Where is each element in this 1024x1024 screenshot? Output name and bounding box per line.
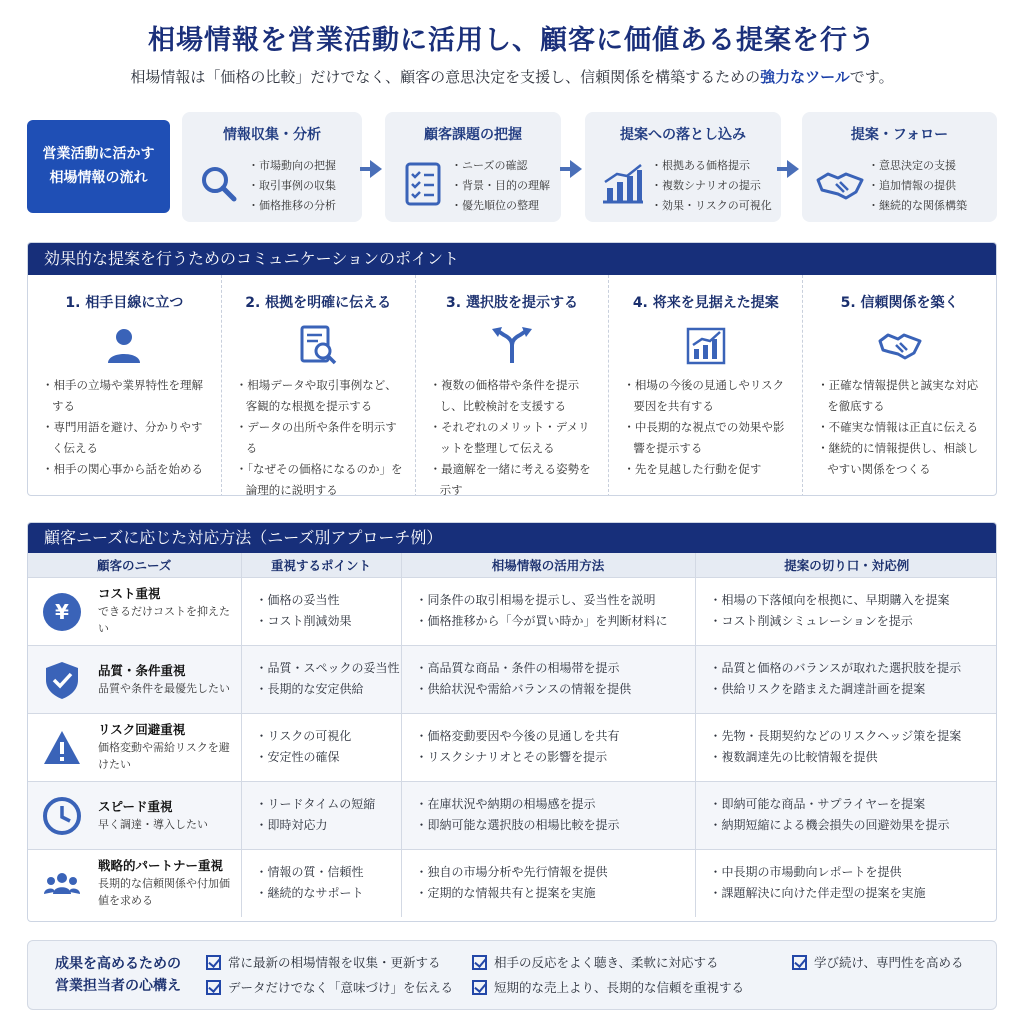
comm-point-title: 1. 相手目線に立つ (65, 295, 184, 311)
comm-point-item: ・中長期的な視点での効果や影響を提示する (623, 420, 785, 455)
usage-item: ・即納可能な選択肢の相場比較を提示 (415, 818, 620, 832)
point-item: ・即時対応力 (255, 818, 328, 832)
flow-step-1 (182, 112, 362, 222)
proposal-item: ・複数調達先の比較情報を提供 (709, 750, 878, 764)
checkbox-icon (206, 955, 221, 970)
need-desc: 早く調達・導入したい (98, 817, 208, 831)
column-header: 提案の切り口・対応例 (695, 553, 997, 577)
point-item: ・長期的な安定供給 (255, 682, 364, 696)
comm-point-item: ・相場データや取引事例など、客観的な根拠を提示する (235, 378, 397, 413)
table-row (28, 713, 997, 781)
flow-step-item: ・価格推移の分析 (248, 199, 336, 212)
comm-point-4 (609, 275, 803, 496)
usage-item: ・価格変動要因や今後の見通しを共有 (415, 729, 620, 743)
usage-item: ・在庫状況や納期の相場感を提示 (415, 797, 596, 811)
need-cell (28, 781, 241, 849)
comm-point-item: ・不確実な情報は正直に伝える (817, 420, 979, 434)
point-item: ・継続的なサポート (255, 886, 364, 901)
bar-chart-icon (599, 162, 647, 206)
flow-arrow-icon (787, 160, 799, 178)
comm-point-2 (222, 275, 416, 496)
comm-point-item: ・それぞれのメリット・デメリットを整理して伝える (429, 420, 590, 455)
point-item: ・コスト削減効果 (255, 614, 352, 628)
flow-step-title: 提案への落とし込み (620, 127, 746, 143)
flow-step-item: ・複数シナリオの提示 (651, 179, 761, 192)
needs-table (28, 553, 997, 917)
flow-step-item: ・背景・目的の理解 (451, 179, 550, 192)
comm-point-item: ・データの出所や条件を明示する (235, 420, 397, 455)
flow-step-item: ・追加情報の提供 (868, 179, 956, 192)
need-title: スピード重視 (98, 798, 173, 814)
usage-item: ・価格推移から「今が買い時か」を判断材料に (415, 614, 668, 628)
mindset-item (472, 978, 744, 996)
mindset-section (27, 940, 997, 1010)
table-row (28, 645, 997, 713)
flow-step-item: ・優先順位の整理 (451, 199, 539, 212)
point-item: ・品質・スペックの妥当性 (255, 661, 400, 675)
proposal-item: ・課題解決に向けた伴走型の提案を実施 (709, 886, 926, 901)
need-title: リスク回避重視 (98, 722, 186, 737)
need-cell (28, 713, 241, 781)
proposal-item: ・コスト削減シミュレーションを提示 (709, 614, 913, 628)
comm-point-3 (416, 275, 610, 496)
clock-icon (42, 796, 82, 836)
flow-label-line1: 営業活動に活かす (42, 146, 155, 163)
comm-point-5 (803, 275, 996, 496)
comm-point-item: ・相場の今後の見通しやリスク要因を共有する (623, 378, 785, 413)
flow-step-item: ・ニーズの確認 (451, 159, 528, 172)
checkbox-icon (472, 980, 487, 995)
need-desc: 品質や条件を最優先したい (98, 681, 230, 695)
person-icon (102, 325, 146, 365)
comm-point-title: 3. 選択肢を提示する (446, 295, 578, 311)
usage-item: ・定期的な情報共有と提案を実施 (415, 886, 596, 901)
needs-section (27, 522, 997, 922)
need-cell (28, 645, 241, 713)
need-cell (28, 577, 241, 645)
flow-arrow-icon (570, 160, 582, 178)
yen-icon (42, 592, 82, 632)
mindset-item (792, 953, 964, 971)
comm-point-item: ・相手の立場や業界特性を理解する (42, 378, 203, 413)
flow-step-2 (385, 112, 561, 222)
svg-text:¥: ¥ (55, 599, 69, 624)
proposal-item: ・即納可能な商品・サプライヤーを提案 (709, 797, 926, 811)
checklist-icon (399, 162, 447, 206)
checkbox-icon (206, 980, 221, 995)
handshake-icon (816, 162, 864, 206)
usage-item: ・独自の市場分析や先行情報を提供 (415, 865, 608, 880)
comm-point-1 (28, 275, 222, 496)
need-desc: 価格変動や需給リスクを避けたい (98, 741, 230, 771)
flow-label (27, 120, 170, 213)
section-header: 効果的な提案を行うためのコミュニケーションのポイント (28, 243, 996, 275)
page-title: 相場情報を営業活動に活用し、顧客に価値ある提案を行う (148, 25, 876, 56)
comm-point-title: 4. 将来を見据えた提案 (632, 295, 779, 311)
point-item: ・価格の妥当性 (255, 593, 340, 607)
need-cell (28, 849, 241, 917)
flow-step-item: ・市場動向の把握 (248, 159, 336, 172)
table-row (28, 849, 997, 917)
point-item: ・安定性の確保 (255, 750, 340, 764)
comm-point-item: ・最適解を一緒に考える姿勢を示す (429, 462, 591, 496)
flow-step-item: ・取引事例の収集 (248, 179, 336, 192)
mindset-label-line1: 成果を高めるための (55, 956, 181, 972)
proposal-item: ・品質と価格のバランスが取れた選択肢を提示 (709, 661, 962, 675)
usage-item: ・リスクシナリオとその影響を提示 (415, 750, 608, 764)
flow-step-item: ・継続的な関係構築 (868, 199, 967, 212)
checkbox-icon (792, 955, 807, 970)
table-row (28, 577, 997, 645)
shield-check-icon (42, 660, 82, 700)
proposal-item: ・先物・長期契約などのリスクヘッジ策を提案 (709, 729, 962, 743)
communication-section (27, 242, 997, 496)
comm-point-item: ・相手の関心事から話を始める (42, 462, 203, 476)
flow-step-3 (585, 112, 781, 222)
usage-item: ・高品質な商品・条件の相場帯を提示 (415, 661, 620, 675)
proposal-item: ・相場の下落傾向を根拠に、早期購入を提案 (709, 593, 950, 607)
proposal-item: ・納期短縮による機会損失の回避効果を提示 (709, 818, 950, 832)
flow-arrow-icon (370, 160, 382, 178)
table-row (28, 781, 997, 849)
mindset-item (472, 953, 719, 971)
flow-step-item: ・意思決定の支援 (868, 159, 956, 172)
subtitle-text: 相場情報は「価格の比較」だけでなく、顧客の意思決定を支援し、信頼関係を構築するための (130, 68, 761, 86)
point-item: ・情報の質・信頼性 (255, 865, 364, 880)
warning-icon (42, 728, 82, 768)
usage-item: ・同条件の取引相場を提示し、妥当性を説明 (415, 593, 656, 607)
section-header: 顧客ニーズに応じた対応方法（ニーズ別アプローチ例） (28, 523, 996, 553)
comm-point-item: ・専門用語を避け、分かりやすく伝える (42, 420, 203, 455)
mindset-item-text: 相手の反応をよく聴き、柔軟に対応する (494, 955, 719, 970)
flow-step-title: 顧客課題の把握 (424, 127, 522, 143)
column-header: 相場情報の活用方法 (401, 553, 695, 577)
column-header: 重視するポイント (241, 553, 401, 577)
column-header: 顧客のニーズ (28, 553, 241, 577)
mindset-item-text: 常に最新の相場情報を収集・更新する (228, 955, 441, 970)
need-title: 戦略的パートナー重視 (98, 858, 224, 874)
proposal-item: ・供給リスクを踏まえた調達計画を提案 (709, 682, 926, 696)
subtitle-highlight: 強力なツール (760, 68, 850, 86)
page-subtitle (0, 66, 1024, 87)
mindset-label-line2: 営業担当者の心構え (55, 978, 181, 994)
point-item: ・リードタイムの短縮 (255, 797, 376, 811)
flow-step-item: ・効果・リスクの可視化 (651, 199, 772, 212)
need-desc: 長期的な信頼関係や付加価値を求める (98, 877, 230, 908)
handshake-icon (878, 325, 922, 365)
flow-step-title: 情報収集・分析 (223, 127, 321, 143)
point-item: ・リスクの可視化 (255, 729, 352, 743)
need-title: コスト重視 (98, 586, 161, 601)
mindset-item (206, 978, 453, 996)
group-icon (42, 864, 82, 904)
flow-step-4 (802, 112, 997, 222)
comm-point-item: ・複数の価格帯や条件を提示し、比較検討を支援する (429, 378, 580, 413)
mindset-item-text: データだけでなく「意味づけ」を伝える (228, 980, 454, 995)
comm-point-item: ・先を見越した行動を促す (623, 462, 762, 476)
growth-chart-icon (684, 325, 728, 365)
usage-item: ・供給状況や需給バランスの情報を提供 (415, 682, 632, 696)
comm-point-title: 2. 根拠を明確に伝える (245, 295, 392, 311)
comm-point-title: 5. 信頼関係を築く (840, 295, 959, 311)
comm-point-item: ・「なぜその価格になるのか」を論理的に説明する (235, 462, 403, 496)
branch-arrow-icon (490, 325, 534, 365)
mindset-label (38, 953, 198, 997)
document-search-icon (296, 325, 340, 365)
flow-label-line2: 相場情報の流れ (49, 169, 148, 186)
proposal-item: ・中長期の市場動向レポートを提供 (709, 865, 902, 880)
comm-point-item: ・正確な情報提供と誠実な対応を徹底する (817, 378, 979, 413)
subtitle-end: です。 (849, 68, 894, 86)
mindset-item-text: 短期的な売上より、長期的な信頼を重視する (494, 980, 745, 995)
flow-step-item: ・根拠ある価格提示 (651, 159, 750, 172)
checkbox-icon (472, 955, 487, 970)
search-icon (196, 162, 244, 206)
flow-step-title: 提案・フォロー (850, 127, 949, 143)
comm-point-item: ・継続的に情報提供し、相談しやすい関係をつくる (817, 441, 979, 476)
mindset-item-text: 学び続け、専門性を高める (814, 955, 964, 970)
need-desc: できるだけコストを抑えたい (98, 605, 230, 635)
need-title: 品質・条件重視 (98, 662, 186, 678)
mindset-item (206, 953, 441, 971)
